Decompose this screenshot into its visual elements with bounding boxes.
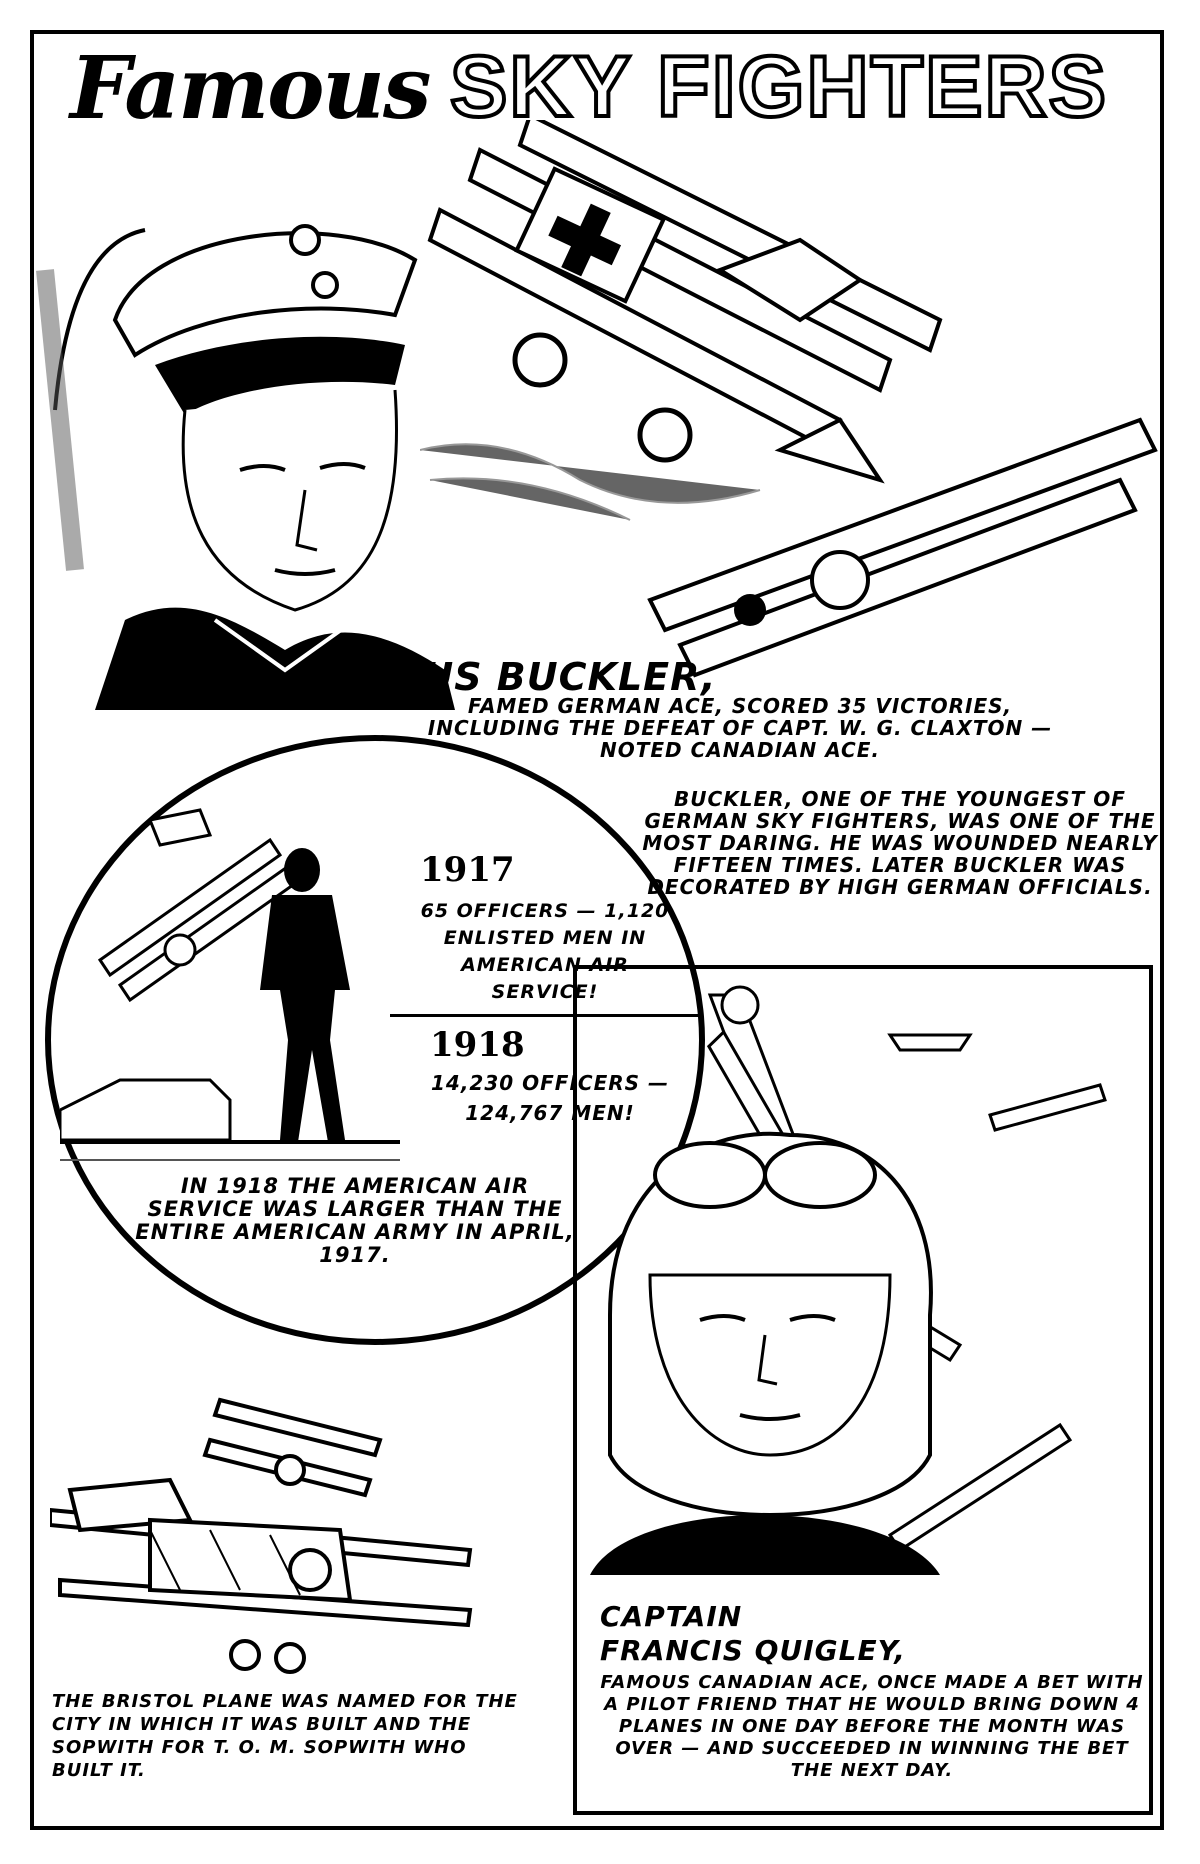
buckler-name: JULIUS BUCKLER, (335, 655, 717, 699)
year-1917: 1917 (420, 850, 515, 890)
quigley-name: FRANCIS QUIGLEY, (600, 1634, 906, 1667)
year-1918: 1918 (430, 1025, 525, 1065)
bristol-fact: THE BRISTOL PLANE WAS NAMED FOR THE CITY IN WHICH IT WAS BUILT AND THE SOPWITH FOR T. O. M. SOPWITH WHO BUILT IT. (52, 1691, 518, 1781)
quigley-name-block (600, 1600, 906, 1668)
title-sky-fighters: SKY FIGHTERS (450, 39, 1108, 135)
triplane-dogfight-illustration (420, 120, 1160, 680)
quigley-portrait-illustration (590, 975, 1145, 1605)
buckler-portrait-illustration (35, 150, 465, 710)
stats-1918: 14,230 OFFICERS — 124,767 MEN! (430, 1071, 669, 1125)
title-famous: Famous (70, 38, 430, 139)
bristol-sopwith-illustration (50, 1380, 530, 1680)
buckler-bio: BUCKLER, ONE OF THE YOUNGEST OF GERMAN SKY FIGHTERS, WAS ONE OF THE MOST DARING. HE WAS WOUNDED NEARLY FIFTEEN TIMES. LATER BUCKLER WAS DECORATED BY HIGH GERMAN OFFICIALS. (642, 787, 1158, 899)
silhouette-pilot-illustration (60, 780, 400, 1180)
quigley-title: CAPTAIN (600, 1600, 743, 1633)
stats-1917: 65 OFFICERS — 1,120 ENLISTED MEN IN AMERICAN AIR SERVICE! (420, 900, 670, 1003)
buckler-description: FAMED GERMAN ACE, SCORED 35 VICTORIES, INCLUDING THE DEFEAT OF CAPT. W. G. CLAXTON — NOTED CANADIAN ACE. (427, 694, 1053, 762)
quigley-description: FAMOUS CANADIAN ACE, ONCE MADE A BET WITH A PILOT FRIEND THAT HE WOULD BRING DOWN 4 PLANES IN ONE DAY BEFORE THE MONTH WAS OVER — AND SUCCEEDED IN WINNING THE BET THE NEXT DAY. (600, 1672, 1144, 1781)
air-service-fact: IN 1918 THE AMERICAN AIR SERVICE WAS LARGER THAN THE ENTIRE AMERICAN ARMY IN APRIL, 1917. (135, 1174, 575, 1267)
